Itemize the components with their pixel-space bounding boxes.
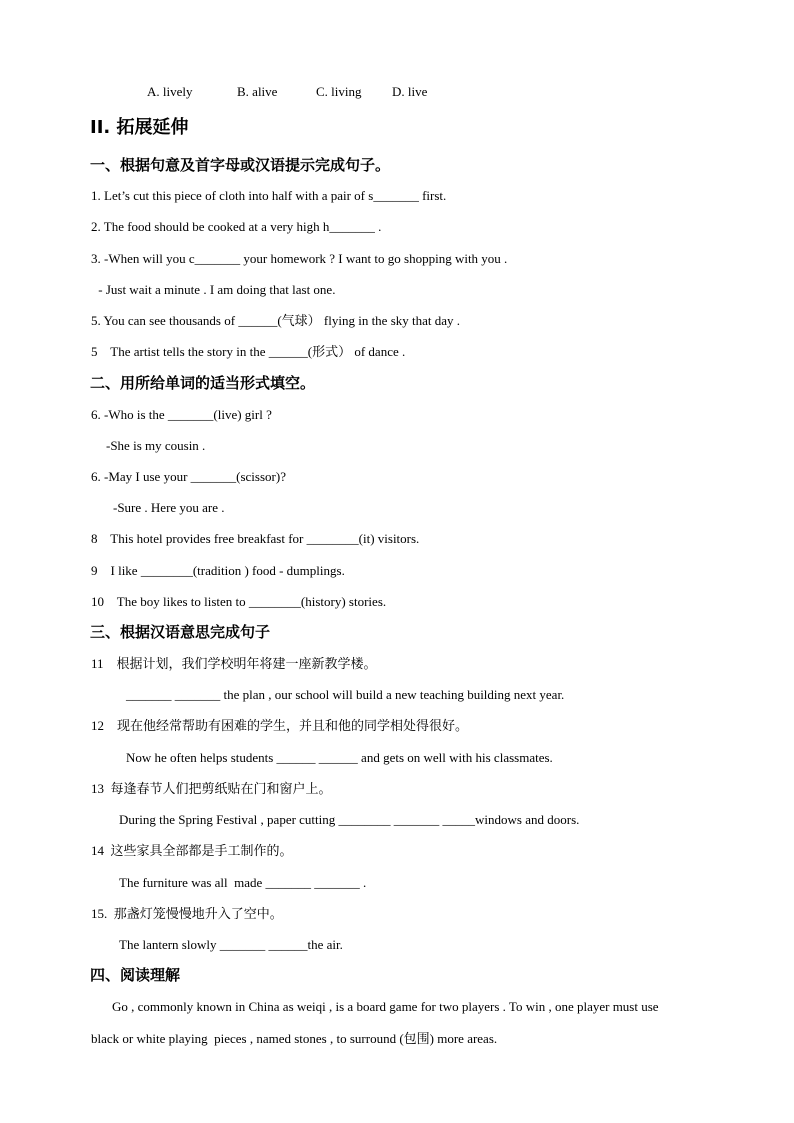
question-line: 2. The food should be cooked at a very high h_______ . <box>91 219 382 234</box>
question-line: 8 This hotel provides free breakfast for ________(it) visitors. <box>91 531 420 546</box>
section1-heading: 一、根据句意及首字母或汉语提示完成句子。 <box>90 156 391 174</box>
question-line: 3. -When will you c_______ your homework ? I want to go shopping with you . <box>91 251 508 266</box>
question-line: -Sure . Here you are . <box>113 500 225 515</box>
question-line: 10 The boy likes to listen to ________(history) stories. <box>91 594 387 609</box>
option-d: D. live <box>392 84 428 99</box>
question-line: -She is my cousin . <box>106 438 206 453</box>
question-line: 13 每逢春节人们把剪纸贴在门和窗户上。 <box>91 781 332 796</box>
section2-heading: 二、用所给单词的适当形式填空。 <box>90 374 316 392</box>
question-line: 5. You can see thousands of ______(气球） flying in the sky that day . <box>91 313 461 328</box>
question-line: 5 The artist tells the story in the ______(形式） of dance . <box>91 344 406 359</box>
question-line: The furniture was all made _______ _______ . <box>119 875 367 890</box>
reading-paragraph-line: Go , commonly known in China as weiqi , is a board game for two players . To win , one player must use <box>112 999 659 1014</box>
question-line: _______ _______ the plan , our school will build a new teaching building next year. <box>126 687 565 702</box>
question-line: Now he often helps students ______ ______ and gets on well with his classmates. <box>126 750 553 765</box>
question-line: The lantern slowly _______ ______the air. <box>119 937 343 952</box>
reading-paragraph-line: black or white playing pieces , named stones , to surround (包围) more areas. <box>91 1031 498 1046</box>
section3-heading: 三、根据汉语意思完成句子 <box>90 623 271 641</box>
question-line: 15. 那盏灯笼慢慢地升入了空中。 <box>91 906 283 921</box>
question-line: 11 根据计划，我们学校明年将建一座新教学楼。 <box>91 656 377 671</box>
question-line: 1. Let’s cut this piece of cloth into half with a pair of s_______ first. <box>91 188 447 203</box>
question-line: During the Spring Festival , paper cutting ________ _______ _____windows and doors. <box>119 812 580 827</box>
question-line: 12 现在他经常帮助有困难的学生，并且和他的同学相处得很好。 <box>91 718 469 733</box>
answer-options <box>0 84 794 100</box>
section4-heading: 四、阅读理解 <box>90 966 181 984</box>
option-a: A. lively <box>147 84 193 99</box>
option-c: C. living <box>316 84 362 99</box>
option-b: B. alive <box>237 84 278 99</box>
question-line: 6. -Who is the _______(live) girl ? <box>91 407 272 422</box>
question-line: 14 这些家具全部都是手工制作的。 <box>91 843 293 858</box>
question-line: 9 I like ________(tradition ) food - dumplings. <box>91 563 345 578</box>
part-heading: II. 拓展延伸 <box>90 117 189 138</box>
question-line: - Just wait a minute . I am doing that last one. <box>95 282 336 297</box>
question-line: 6. -May I use your _______(scissor)? <box>91 469 286 484</box>
